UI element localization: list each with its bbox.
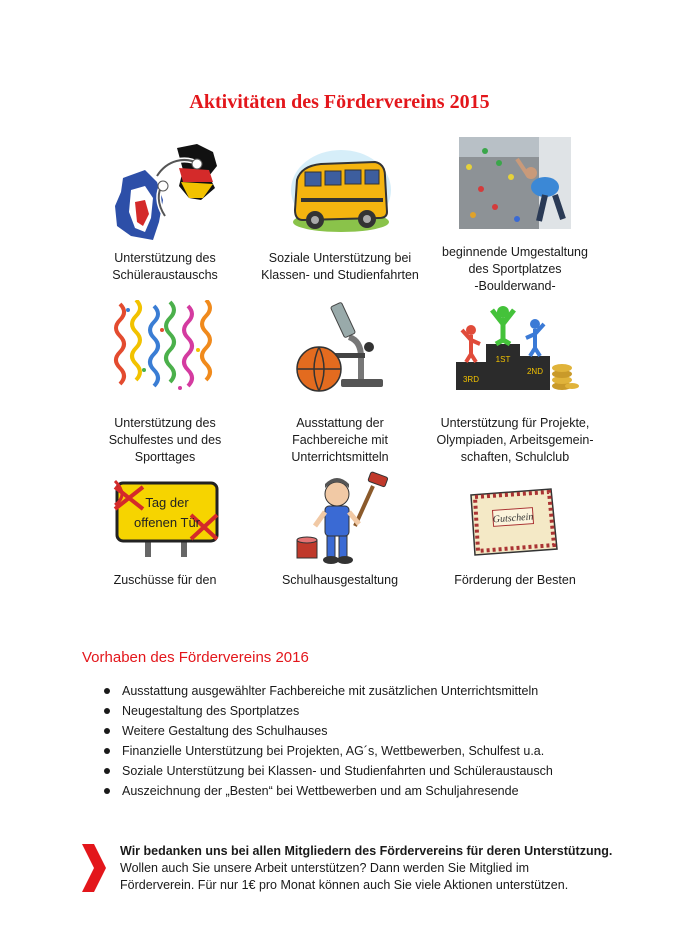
caption-line: des Sportplatzes — [468, 262, 562, 276]
school-bus-icon — [285, 140, 395, 240]
thanks-note — [120, 843, 620, 894]
streamers-icon — [110, 300, 220, 400]
bullet-icon — [104, 768, 110, 774]
podium-label: 3RD — [462, 375, 480, 384]
list-item-text: Weitere Gestaltung des Schulhauses — [122, 724, 328, 738]
thanks-line: Wollen auch Sie unsere Arbeit unterstützen? Dann werden Sie Mitglied im — [120, 861, 530, 875]
painter-icon — [285, 470, 395, 566]
list-item-text: Finanzielle Unterstützung bei Projekten, AG´s, Wettbewerben, Schulfest u.a. — [122, 744, 545, 758]
caption-line: Ausstattung der — [296, 416, 384, 430]
plans-list — [100, 681, 553, 801]
caption-line: Soziale Unterstützung bei — [268, 251, 412, 265]
list-item-text: Ausstattung ausgewählter Fachbereiche mit zusätzlichen Unterrichtsmitteln — [122, 684, 539, 698]
caption-line: Unterstützung des — [114, 416, 216, 430]
list-item — [100, 761, 553, 781]
caption-line: -Boulderwand- — [474, 279, 556, 293]
caption-line: Sporttages — [134, 450, 196, 464]
plans-title: Vorhaben des Fördervereins 2016 — [82, 649, 309, 666]
caption-line: Schüleraustauschs — [112, 268, 218, 282]
bullet-icon — [104, 788, 110, 794]
open-day-sign-icon — [105, 475, 225, 557]
list-item-text: Auszeichnung der „Besten“ bei Wettbewerben und am Schuljahresende — [122, 784, 519, 798]
caption-line: Unterstützung für Projekte, — [440, 416, 590, 430]
caption-line: Unterrichtsmitteln — [291, 450, 389, 464]
list-item — [100, 741, 553, 761]
caption-line: Unterstützung des — [114, 251, 216, 265]
caption-line: Schulhausgestaltung — [281, 573, 399, 587]
thanks-line: Förderverein. Für nur 1€ pro Monat können auch Sie viele Aktionen unterstützen. — [120, 878, 569, 892]
bullet-icon — [104, 708, 110, 714]
caption-line: Zuschüsse für den — [113, 573, 217, 587]
bullet-icon — [104, 688, 110, 694]
list-item — [100, 721, 553, 741]
caption-line: Förderung der Besten — [454, 573, 576, 587]
voucher-icon — [465, 485, 565, 557]
thanks-bold: Wir bedanken uns bei allen Mitgliedern des Fördervereins für deren Unterstützung. — [120, 844, 613, 858]
sign-line: Tag der — [145, 495, 189, 510]
page-title: Aktivitäten des Fördervereins 2015 — [189, 91, 490, 113]
podium-label: 1ST — [495, 355, 511, 364]
caption-line: beginnende Umgestaltung — [442, 245, 588, 259]
exchange-map-icon — [105, 140, 225, 245]
voucher-text: Gutschein — [492, 511, 534, 526]
bullet-icon — [104, 728, 110, 734]
climbing-wall-icon — [459, 137, 571, 229]
chevron-right-icon — [80, 842, 106, 894]
caption-line: Olympiaden, Arbeitsgemein- — [436, 433, 594, 447]
microscope-icon — [285, 297, 395, 397]
sign-line: offenen Tür — [133, 515, 201, 530]
list-item-text: Soziale Unterstützung bei Klassen- und Studienfahrten und Schüleraustausch — [122, 764, 553, 778]
caption-line: Klassen- und Studienfahrten — [261, 268, 419, 282]
caption-line: Schulfestes und des — [108, 433, 222, 447]
list-item-text: Neugestaltung des Sportplatzes — [122, 704, 300, 718]
caption-line: Fachbereiche mit — [292, 433, 388, 447]
podium-label: 2ND — [526, 367, 544, 376]
caption-line: schaften, Schulclub — [460, 450, 570, 464]
list-item — [100, 701, 553, 721]
bullet-icon — [104, 748, 110, 754]
list-item — [100, 781, 553, 801]
podium-icon — [450, 300, 580, 400]
list-item — [100, 681, 553, 701]
